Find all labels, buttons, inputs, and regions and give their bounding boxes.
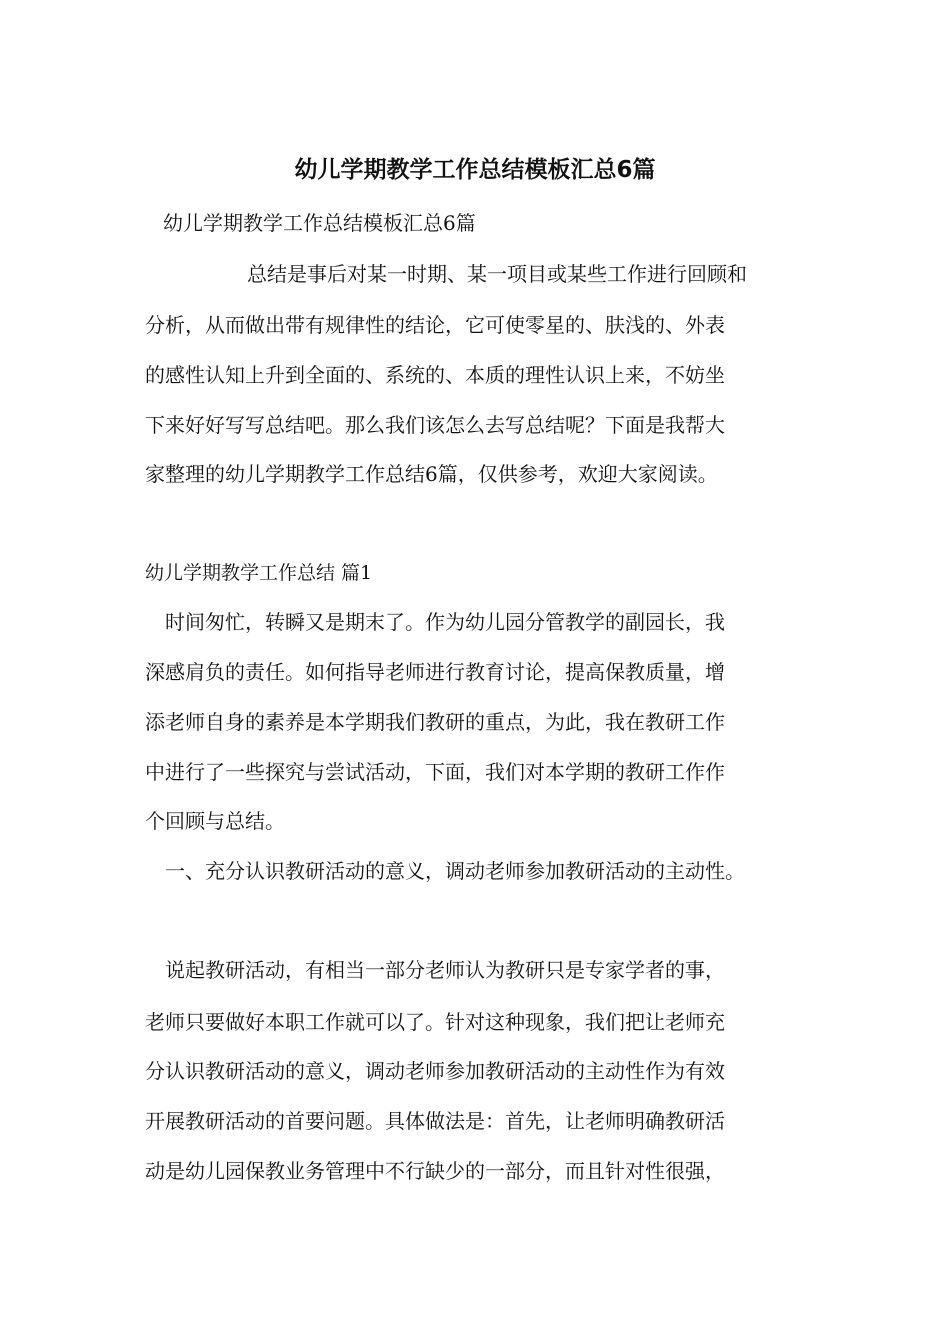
intro-line: 下来好好写写总结吧。那么我们该怎么去写总结呢？下面是我帮大 [145, 413, 725, 437]
paragraph-line: 时间匆忙，转瞬又是期末了。作为幼儿园分管教学的副园长，我 [165, 610, 725, 634]
section-title: 幼儿学期教学工作总结 篇1 [145, 562, 373, 584]
paragraph-line: 个回顾与总结。 [145, 809, 285, 833]
intro-line: 总结是事后对某一时期、某一项目或某些工作进行回顾和 [247, 262, 747, 286]
intro-line: 分析，从而做出带有规律性的结论，它可使零星的、肤浅的、外表 [145, 313, 725, 337]
paragraph-line: 深感肩负的责任。如何指导老师进行教育讨论，提高保教质量，增 [145, 660, 725, 684]
paragraph-line: 老师只要做好本职工作就可以了。针对这种现象，我们把让老师充 [145, 1010, 725, 1034]
paragraph-line: 开展教研活动的首要问题。具体做法是：首先，让老师明确教研活 [145, 1109, 725, 1133]
paragraph-line: 动是幼儿园保教业务管理中不行缺少的一部分，而且针对性很强， [145, 1159, 725, 1183]
paragraph-line: 添老师自身的素养是本学期我们教研的重点，为此，我在教研工作 [145, 710, 725, 734]
intro-line: 家整理的幼儿学期教学工作总结6篇，仅供参考，欢迎大家阅读。 [145, 462, 718, 486]
paragraph-line: 中进行了一些探究与尝试活动，下面，我们对本学期的教研工作作 [145, 760, 725, 784]
subsection-heading: 一、充分认识教研活动的意义，调动老师参加教研活动的主动性。 [165, 859, 745, 883]
paragraph-line: 分认识教研活动的意义，调动老师参加教研活动的主动性作为有效 [145, 1059, 725, 1083]
document-title: 幼儿学期教学工作总结模板汇总6篇 [294, 157, 656, 183]
paragraph-line: 说起教研活动，有相当一部分老师认为教研只是专家学者的事， [165, 958, 725, 982]
intro-line: 的感性认知上升到全面的、系统的、本质的理性认识上来，不妨坐 [145, 363, 725, 387]
document-subtitle: 幼儿学期教学工作总结模板汇总6篇 [163, 211, 476, 235]
